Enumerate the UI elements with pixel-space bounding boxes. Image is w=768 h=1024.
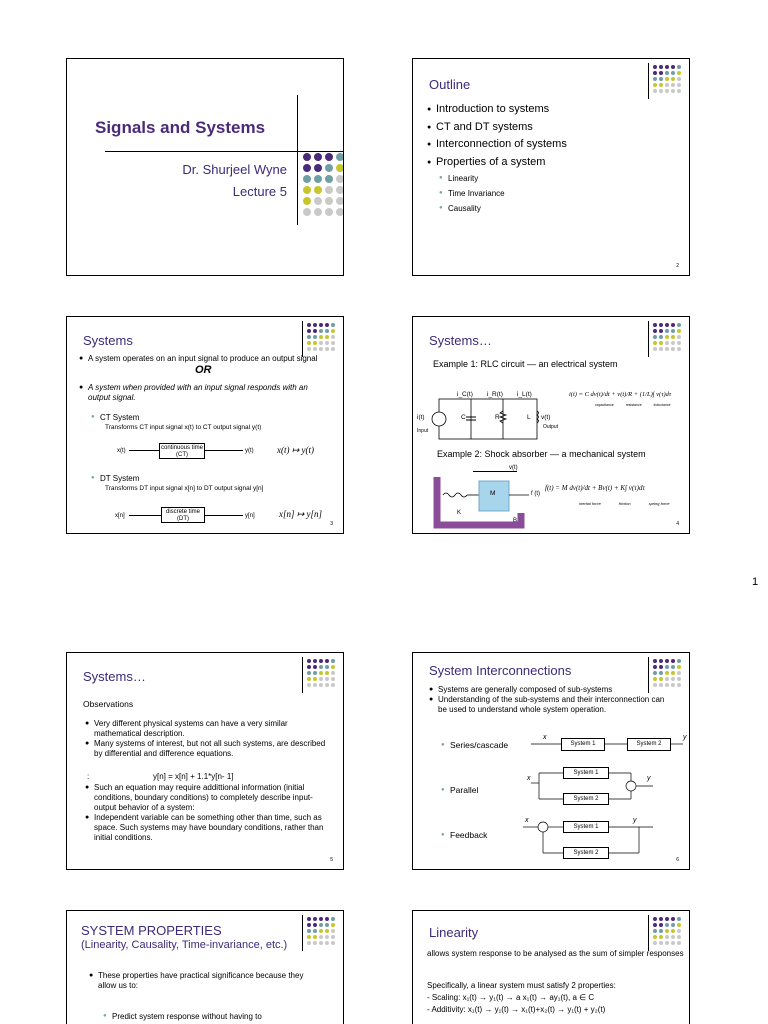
interconnection-diagrams bbox=[413, 653, 690, 870]
slide-title: Systems… bbox=[83, 669, 146, 684]
slide-title: Signals and Systems bbox=[95, 118, 266, 137]
list-item: ● Introduction to systems bbox=[427, 101, 567, 119]
arrow-line bbox=[205, 450, 243, 451]
intro-text: allows system response to be analysed as the sum of simpler responses bbox=[427, 949, 684, 958]
arrow-line bbox=[205, 515, 243, 516]
c-label: C bbox=[461, 414, 466, 421]
page-number: 5 bbox=[330, 857, 333, 863]
slide-title: Systems… bbox=[429, 333, 492, 348]
sublist bbox=[91, 473, 139, 484]
dt-input-label: x[n] bbox=[115, 513, 125, 519]
decorative-dots bbox=[653, 917, 681, 945]
list-item: ● CT and DT systems bbox=[427, 119, 567, 137]
decorative-dots bbox=[303, 153, 344, 216]
difference-equation: y[n] = x[n] + 1.1*y[n- 1] bbox=[153, 772, 234, 781]
page-number: 6 bbox=[676, 857, 679, 863]
dt-description: Transforms DT input signal x[n] to DT output signal y[n] bbox=[105, 485, 264, 492]
observation-list bbox=[85, 783, 335, 843]
output-label: Output bbox=[543, 424, 559, 430]
il-label: i_L(t) bbox=[517, 391, 532, 398]
divider-vertical bbox=[302, 321, 303, 357]
ir-label: i_R(t) bbox=[487, 391, 503, 398]
arrow-line bbox=[129, 450, 159, 451]
slide-title: Outline bbox=[429, 77, 471, 92]
ct-description: Transforms CT input signal x(t) to CT output signal y(t) bbox=[105, 424, 262, 431]
equation-label: capacitance bbox=[595, 403, 614, 407]
decorative-dots bbox=[307, 917, 335, 945]
slide-4 bbox=[412, 316, 690, 534]
author-name: Dr. Shurjeel Wyne bbox=[182, 162, 287, 177]
dt-system-box: discrete time (DT) bbox=[161, 507, 205, 523]
list-item: ● Series/cascade bbox=[441, 740, 508, 751]
velocity-arrow bbox=[473, 471, 517, 472]
feedback-y-label: y bbox=[633, 817, 637, 824]
observations-label: Observations bbox=[83, 699, 134, 709]
outline-sublist bbox=[439, 171, 505, 216]
parallel-system-2: System 2 bbox=[563, 793, 609, 805]
shock-equation-labels bbox=[579, 501, 669, 506]
slide-7 bbox=[66, 910, 344, 1024]
ct-mapping: x(t) ↦ y(t) bbox=[277, 445, 315, 455]
decorative-dots bbox=[653, 323, 681, 351]
divider-vertical bbox=[302, 657, 303, 693]
list-item: ● Predict system response without having to bbox=[103, 1011, 262, 1022]
list-item: ● A system operates on an input signal to produce an output signal bbox=[79, 354, 319, 364]
parallel-y-label: y bbox=[647, 775, 651, 782]
ct-input-label: x(t) bbox=[117, 448, 126, 454]
parallel-system-1: System 1 bbox=[563, 767, 609, 779]
series-system-1: System 1 bbox=[561, 738, 605, 751]
ct-system-box: continuous time (CT) bbox=[160, 445, 204, 458]
sublist bbox=[91, 412, 139, 423]
v2-label: v(t) bbox=[509, 465, 518, 471]
list-item: ● DT System bbox=[91, 473, 139, 484]
dt-output-label: y[n] bbox=[245, 513, 255, 519]
slide-3 bbox=[66, 316, 344, 534]
equation-label: resistance bbox=[625, 403, 642, 407]
it-label: i(t) bbox=[417, 414, 425, 421]
parallel-x-label: x bbox=[527, 775, 531, 782]
r-label: R bbox=[495, 414, 500, 421]
dt-mapping: x[n] ↦ y[n] bbox=[279, 509, 323, 519]
observation-list bbox=[85, 719, 335, 759]
list-item: ● Understanding of the sub-systems and their interconnection can be used to understand whole system operation. bbox=[429, 695, 669, 715]
divider-vertical bbox=[648, 63, 649, 99]
bullet-list bbox=[79, 354, 319, 364]
series-x-label: x bbox=[543, 734, 547, 741]
ct-output-label: y(t) bbox=[245, 448, 254, 454]
bullet-list bbox=[79, 383, 319, 403]
series-y-label: y bbox=[683, 734, 687, 741]
example-1-label: Example 1: RLC circuit — an electrical system bbox=[433, 359, 618, 369]
slide-2 bbox=[412, 58, 690, 276]
decorative-dots bbox=[307, 659, 335, 687]
document-page-number: 1 bbox=[752, 576, 759, 588]
equation-label: inductance bbox=[653, 403, 671, 407]
equation-label: inertial force bbox=[579, 501, 601, 506]
equation-label: friction bbox=[618, 501, 631, 506]
rlc-equation: i(t) = C dv(t)/dt + v(t)/R + (1/L)∫ v(τ)dτ bbox=[569, 391, 672, 398]
vt-label: v(t) bbox=[541, 414, 551, 421]
input-label: Input bbox=[417, 428, 429, 434]
list-item: ● Systems are generally composed of sub-systems bbox=[429, 685, 669, 695]
slide-title: SYSTEM PROPERTIES bbox=[81, 923, 222, 938]
ic-label: i_C(t) bbox=[457, 391, 473, 398]
feedback-system-2: System 2 bbox=[563, 847, 609, 859]
list-item: ● Causality bbox=[439, 201, 505, 216]
sublist bbox=[103, 1011, 262, 1022]
list-item: ● Feedback bbox=[441, 830, 487, 841]
rlc-equation-labels bbox=[595, 403, 671, 407]
slide-1 bbox=[66, 58, 344, 276]
list-item: ● Time Invariance bbox=[439, 186, 505, 201]
slide-8 bbox=[412, 910, 690, 1024]
arrow-line bbox=[129, 515, 161, 516]
example-2-label: Example 2: Shock absorber — a mechanical system bbox=[437, 449, 646, 459]
series-system-2: System 2 bbox=[627, 738, 671, 751]
divider-vertical bbox=[648, 321, 649, 357]
decorative-dots bbox=[307, 323, 335, 351]
feedback-x-label: x bbox=[525, 817, 529, 824]
l-label: L bbox=[527, 414, 531, 421]
properties-text: Specifically, a linear system must satisfy 2 properties: bbox=[427, 981, 616, 990]
list-item: ● Very different physical systems can have a very similar mathematical description. bbox=[85, 719, 335, 739]
decorative-dots bbox=[653, 65, 681, 93]
slide-title: Linearity bbox=[429, 925, 479, 940]
scaling-property: - Scaling: x₁(t) → y₁(t) → a x₁(t) → ay₁(t), a ∈ C bbox=[427, 993, 595, 1002]
page-number: 4 bbox=[676, 521, 679, 527]
k-label: K bbox=[457, 510, 462, 516]
list-item: ● Many systems of interest, but not all such systems, are described by differential and difference equations. bbox=[85, 739, 335, 759]
slide-subtitle: (Linearity, Causality, Time-invariance, etc.) bbox=[81, 939, 288, 951]
page-number: 2 bbox=[676, 263, 679, 269]
shock-absorber-diagram bbox=[433, 473, 533, 529]
list-item: ● Interconnection of systems bbox=[427, 136, 567, 154]
slide-title: Systems bbox=[83, 333, 133, 348]
author-block bbox=[182, 159, 287, 203]
slide-5 bbox=[66, 652, 344, 870]
outline-list bbox=[427, 101, 567, 171]
lecture-label: Lecture 5 bbox=[232, 184, 287, 199]
divider-vertical bbox=[297, 95, 298, 225]
or-label: OR bbox=[195, 364, 212, 376]
divider-vertical bbox=[648, 915, 649, 951]
slide-6 bbox=[412, 652, 690, 870]
page-number: 3 bbox=[330, 521, 333, 527]
list-item: ● Linearity bbox=[439, 171, 505, 186]
bullet-list bbox=[89, 971, 309, 991]
slide-title: System Interconnections bbox=[429, 663, 572, 678]
list-item: ● Parallel bbox=[441, 785, 478, 796]
b-label: B bbox=[513, 518, 518, 524]
list-item: ● Independent variable can be something other than time, such as space. Such systems may have boundary conditions, rather than initial conditions. bbox=[85, 813, 335, 843]
shock-equation: f(t) = M dv(t)/dt + Bv(t) + K∫ v(τ)dτ bbox=[545, 484, 646, 492]
colon-mark: : bbox=[87, 772, 90, 781]
list-item: ● These properties have practical significance because they allow us to: bbox=[89, 971, 309, 991]
list-item: ● A system when provided with an input signal responds with an output signal. bbox=[79, 383, 319, 403]
f-label: f (t) bbox=[531, 491, 540, 497]
equation-label: spring force bbox=[648, 501, 670, 506]
divider-vertical bbox=[302, 915, 303, 951]
list-item: ● Properties of a system bbox=[427, 154, 567, 172]
m-label: M bbox=[490, 490, 496, 497]
list-item: ● Such an equation may require addittional information (initial conditions, boundary conditions) to completely describe input-output behavior of a system: bbox=[85, 783, 335, 813]
list-item: ● CT System bbox=[91, 412, 139, 423]
additivity-property: - Additivity: x₁(t) → y₁(t) → x₁(t)+x₂(t) → y₁(t) + y₂(t) bbox=[427, 1005, 606, 1014]
feedback-system-1: System 1 bbox=[563, 821, 609, 833]
divider-horizontal bbox=[105, 151, 344, 152]
